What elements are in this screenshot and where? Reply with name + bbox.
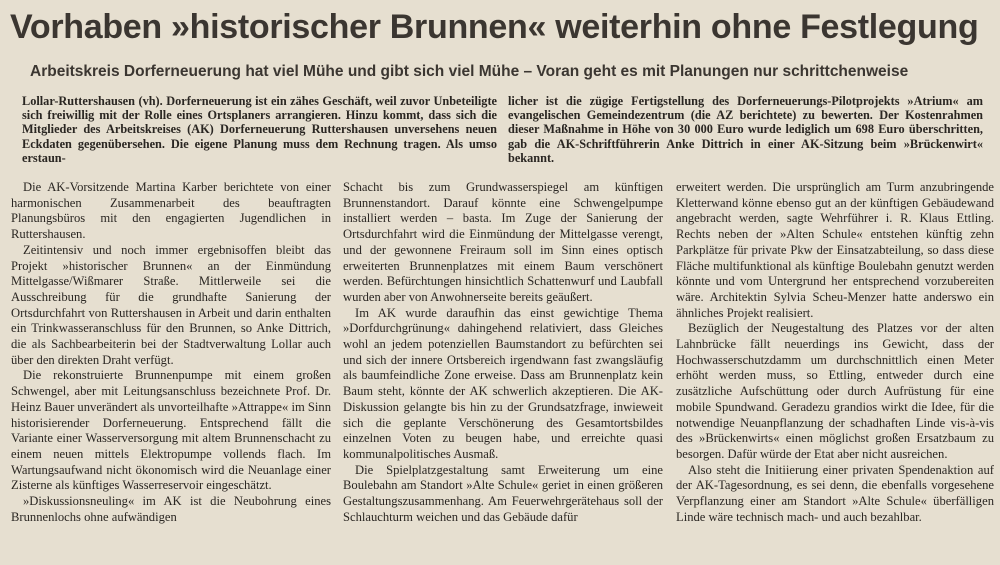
lead-paragraph-left: Lollar-Ruttershausen (vh). Dorferneuerung ist ein zähes Geschäft, weil zuvor Unbeteiligte sich freiwillig mit der Rolle eines Ortsplaners arrangieren. Hinzu kommt, dass sich die Mitglieder des Arbeitskreises (AK) Dorferneuerung Ruttershausen unversehens neuen Eckdaten gegenübersehen. Die eigene Planung muss dem Rechnung tragen. Als umso erstaun- [22, 94, 497, 165]
paragraph: Im AK wurde daraufhin das einst gewichtige Thema »Dorfdurchgrünung« dahingehend relativiert, dass Gleiches wohl an jedem potenziellen Baumstandort zu befürchten sei und sich der innere Ortsbereich irgendwann fast zwangsläufig als baumfeindliche Zone erweise. Dass am Brunnenplatz kein Baum steht, könnte der AK schwerlich akzeptieren. Die AK-Diskussion gelangte bis hin zu der Grundsatzfrage, inwieweit sich die geplante Verschönerung des Gesamtortsbildes einzelnen Voten zu beugen habe, und erreichte quasi kommunalpolitisches Ausmaß. [343, 305, 663, 461]
paragraph: Bezüglich der Neugestaltung des Platzes vor der alten Lahnbrücke fällt neuerdings ins Gewicht, dass der Hochwasserschutzdamm um durchschnittlich einen Meter erhöht werden muss, so Ettling, entweder durch eine zusätzliche Aufschüttung oder durch Aufrüstung für eine mobile Spundwand. Geradezu grandios wirkt die Idee, für die notwendige Neuanpflanzung der schadhaften Linde vis-à-vis des »Brückenwirts« einen möglichst großen Ersatzbaum zu besorgen. Dafür würde der Etat aber nicht ausreichen. [676, 321, 994, 461]
paragraph: Die Spielplatzgestaltung samt Erweiterung um eine Boulebahn am Standort »Alte Schule« geriet in einen größeren Gestaltungszusammenhang. Am Feuerwehrgerätehaus soll der Schlauchturm weichen und das Gebäude dafür [343, 462, 663, 524]
paragraph: erweitert werden. Die ursprünglich am Turm anzubringende Kletterwand könne ebenso gut an der künftigen Gebäudewand angebracht werden, sagte Wehrführer i. R. Klaus Ettling. Rechts neben der »Alten Schule« entstehen künftig zehn Parkplätze für private Pkw der Einsatzabteilung, so dass diese Fläche multifunktional als künftige Boulebahn genutzt werden könnte und vom Untergrund her entsprechend vorzubereiten wäre. Architektin Sylvia Scheu-Menzer hatte anderswo ein ähnliches Projekt realisiert. [676, 180, 994, 320]
headline: Vorhaben »historischer Brunnen« weiterhin ohne Festlegung [10, 8, 979, 46]
subheadline: Arbeitskreis Dorferneuerung hat viel Mühe und gibt sich viel Mühe – Voran geht es mit Planungen nur schrittchenweise [30, 63, 909, 80]
paragraph: Zeitintensiv und noch immer ergebnisoffen bleibt das Projekt »historischer Brunnen« an der Einmündung Mittelgasse/Wißmarer Straße. Mittlerweile sei die Ausschreibung für die grundhafte Sanierung der Ortsdurchfahrt von Ruttershausen in Arbeit und darin enthalten ein Trinkwasseranschluss für den Brunnen, so Anke Dittrich, die als Sachbearbeiterin bei der Stadtverwaltung Lollar auch über den direkten Draht verfügt. [11, 242, 331, 367]
article-column-3 [676, 180, 994, 565]
paragraph: Also steht die Initiierung einer privaten Spendenaktion auf der AK-Tagesordnung, es sei denn, die ebenfalls vorgesehene Verpflanzung einer am Standort »Alte Schule« überfälligen Linde wäre technisch mach- und auch bezahlbar. [676, 462, 994, 524]
paragraph: Die AK-Vorsitzende Martina Karber berichtete von einer harmonischen Zusammenarbeit des beauftragten Planungsbüros mit den engagierten Jugendlichen in Ruttershausen. [11, 180, 331, 242]
paragraph: Schacht bis zum Grundwasserspiegel am künftigen Brunnenstandort. Darauf könnte eine Schwengelpumpe installiert werden – basta. Im Zuge der Sanierung der Ortsdurchfahrt wird die Einmündung der Mittelgasse verengt, und der gewonnene Freiraum soll im Sinn eines optisch erweiterten Brunnenplatzes mit einem Baum verschönert werden. Befürchtungen hinsichtlich Schattenwurf und Laubfall wurden aber von Anwohnerseite bereits geäußert. [343, 180, 663, 304]
article-column-2 [343, 180, 663, 565]
paragraph: »Diskussionsneuling« im AK ist die Neubohrung eines Brunnenlochs ohne aufwändigen [11, 494, 331, 524]
lead-paragraph-right: licher ist die zügige Fertigstellung des Dorferneuerungs-Pilotprojekts »Atrium« am evangelischen Gemeindezentrum (die AZ berichtete) zu bewerten. Der Kostenrahmen dieser Maßnahme in Höhe von 30 000 Euro wurde lediglich um 698 Euro überschritten, gab die AK-Schriftführerin Anke Dittrich in einer AK-Sitzung beim »Brückenwirt« bekannt. [508, 94, 983, 165]
article-column-1 [11, 180, 331, 565]
paragraph: Die rekonstruierte Brunnenpumpe mit einem großen Schwengel, aber mit Leitungsanschluss bezeichnete Prof. Dr. Heinz Bauer unverändert als unvorteilhafte »Attrappe« im Sinn historisierender Dorferneuerung. Entsprechend fällt die Variante einer Wasserversorgung mit altem Brunnenschacht zu einem neuen mittels Elektropumpe vollends flach. Im Wartungsaufwand nicht ökonomisch wird die Neuanlage einer Zisterne als künftiges Wasserreservoir eingeschätzt. [11, 368, 331, 493]
